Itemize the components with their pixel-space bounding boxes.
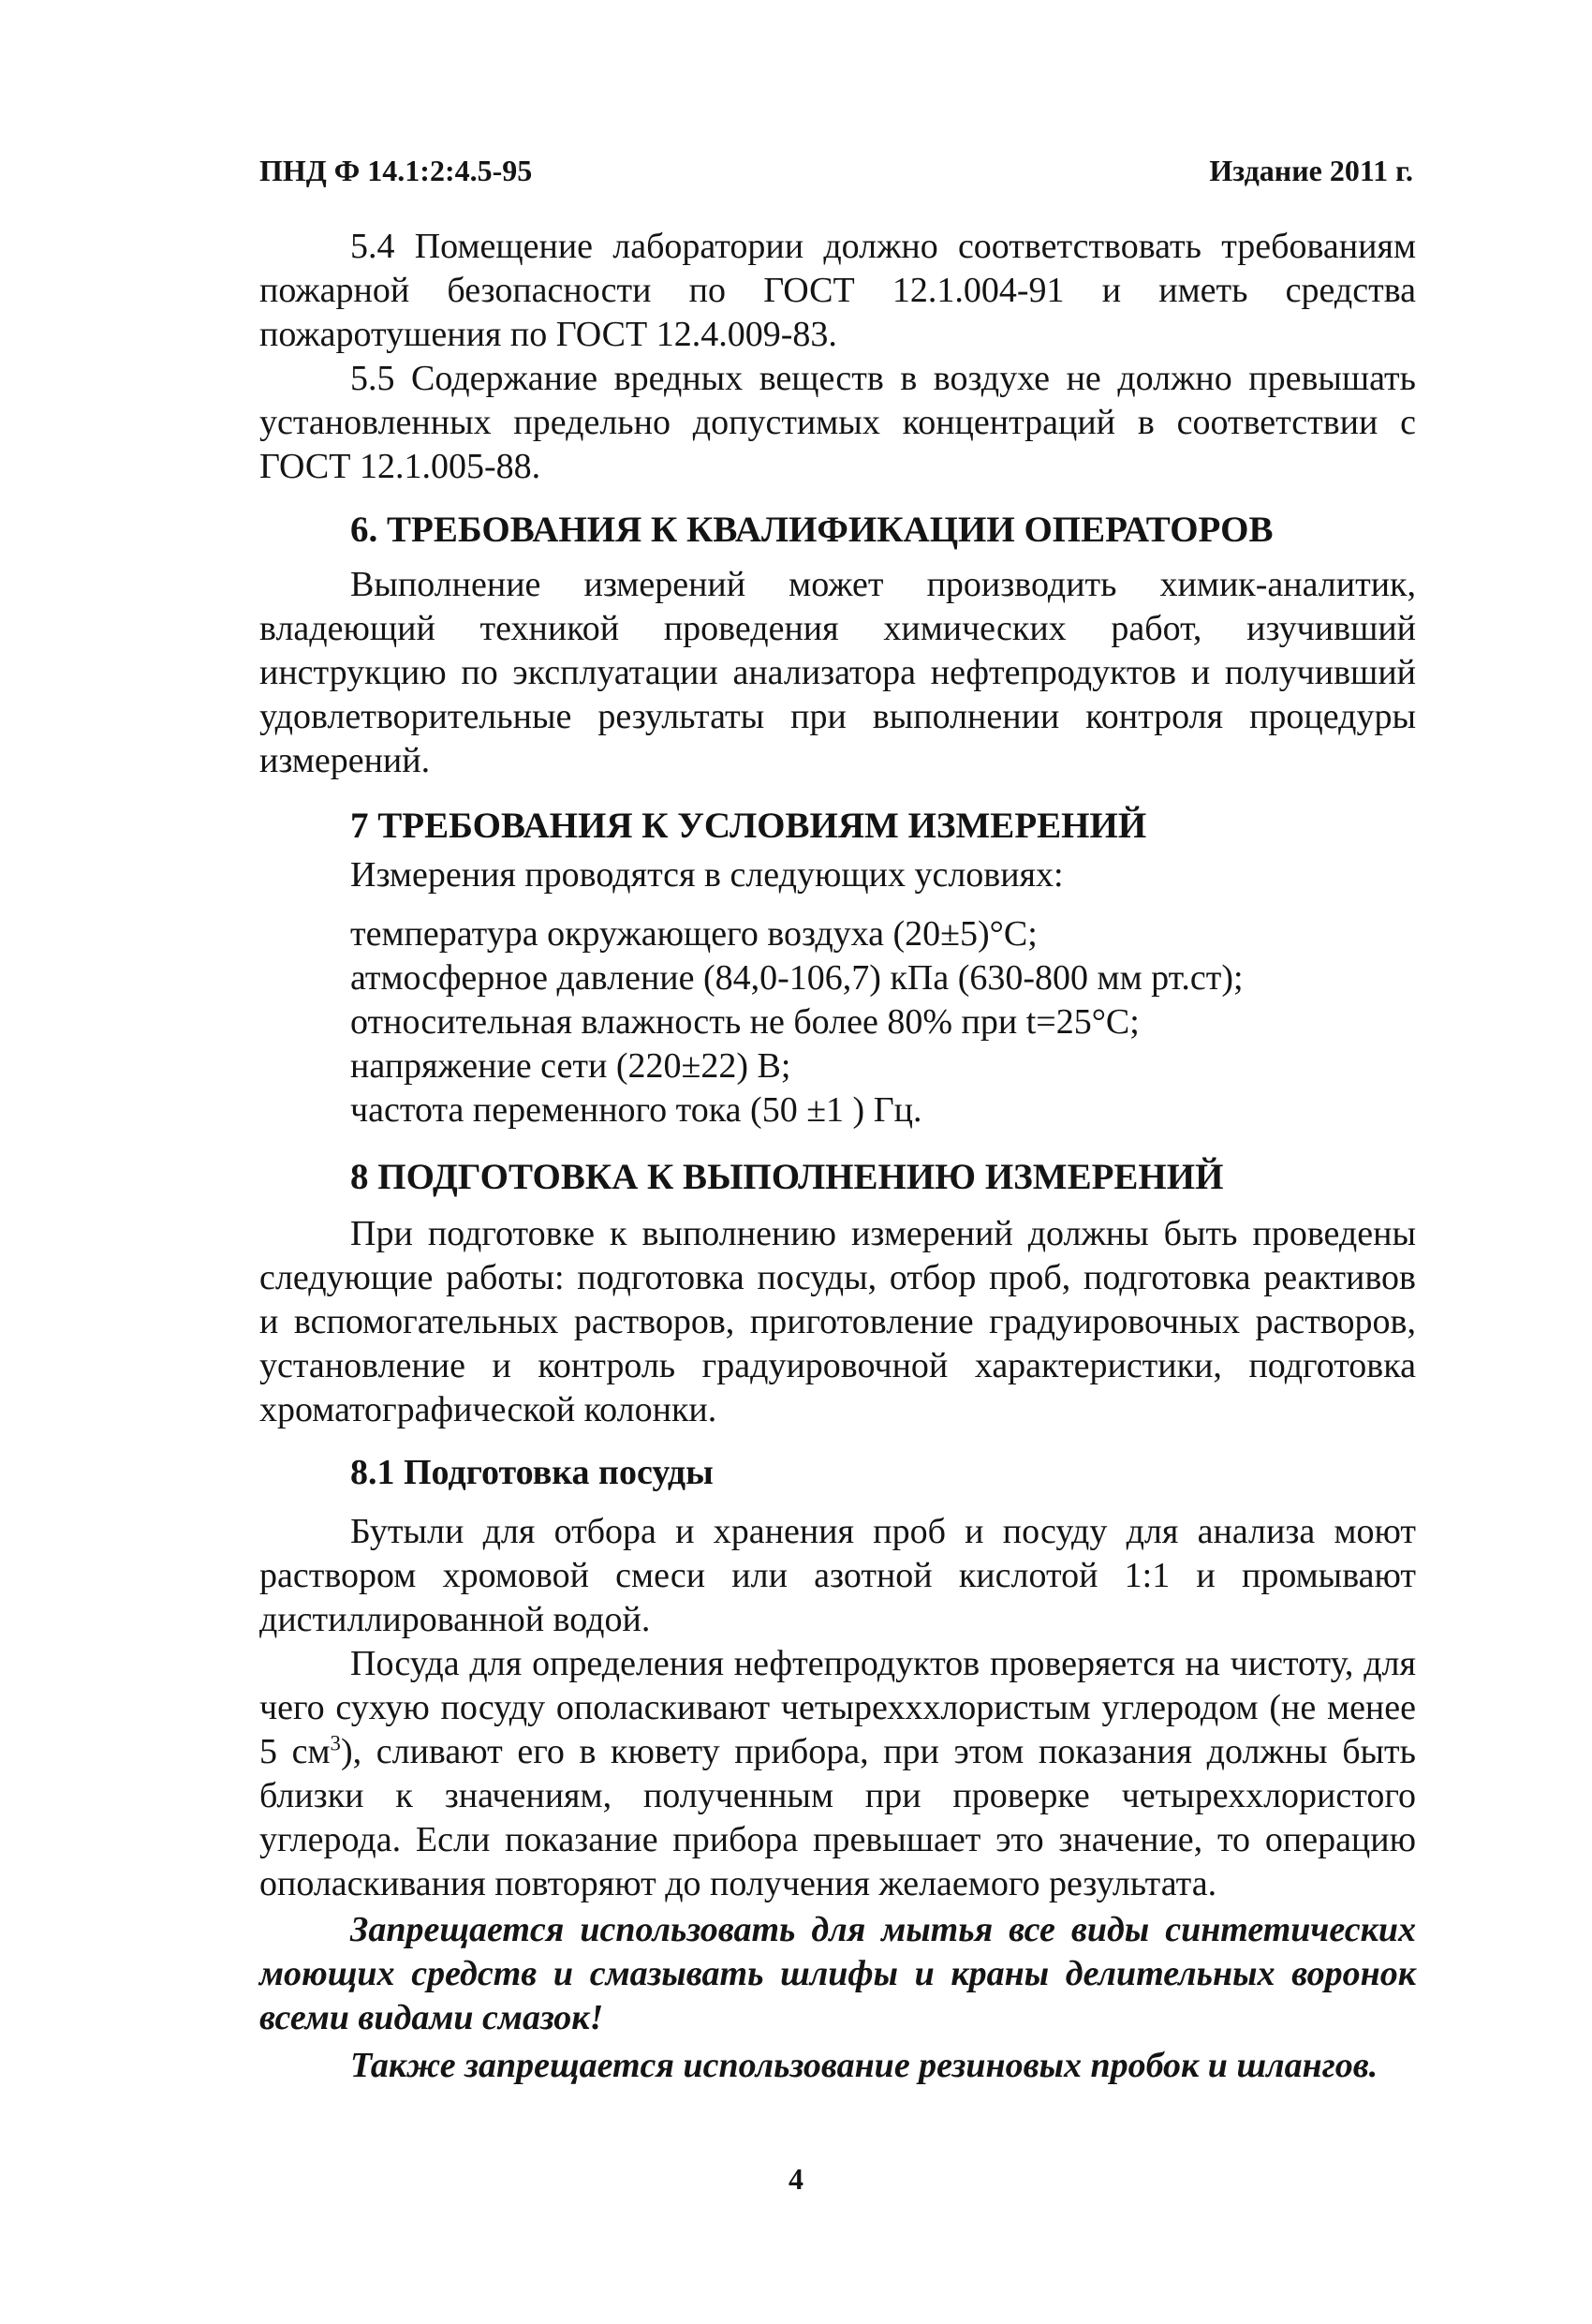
- edition-label: Издание 2011 г.: [1209, 154, 1413, 187]
- page-number: 4: [789, 2162, 803, 2196]
- condition-frequency: частота переменного тока (50 ±1 ) Гц.: [350, 1090, 922, 1130]
- paragraph-2-part-b: ), сливают его в кювету прибора, при этом показания должны быть близки к значениям, полученным при проверке четыреххлористого углерода. Если показание прибора превышает это значение, то операцию ополаскивания повторяют до получения желаемого результата.: [259, 1732, 1416, 1903]
- paragraph-2-part-a: Посуда для определения нефтепродуктов проверяется на чистоту, для чего сухую посуду ополаскивают четырехххлористым углеродом (не менее 5 см: [259, 1644, 1416, 1771]
- section-6-text: Выполнение измерений может производить химик-аналитик, владеющий техникой проведения химических работ, изучивший инструкцию по эксплуатации анализатора нефтепродуктов и получивший удовлетворительные результаты при выполнении контроля процедуры измерений.: [259, 565, 1416, 780]
- subsection-8-1-paragraph-2: [259, 1642, 1416, 1906]
- cubic-superscript: 3: [330, 1731, 341, 1755]
- document-code: ПНД Ф 14.1:2:4.5-95: [259, 154, 533, 187]
- condition-pressure: атмосферное давление (84,0-106,7) кПа (630-800 мм рт.ст);: [350, 958, 1244, 998]
- section-6-title: 6. ТРЕБОВАНИЯ К КВАЛИФИКАЦИИ ОПЕРАТОРОВ: [350, 510, 1274, 550]
- conditions-list: [259, 912, 1416, 1132]
- warning-rubber: Также запрещается использование резиновых пробок и шлангов.: [350, 2046, 1378, 2085]
- condition-voltage: напряжение сети (220±22) В;: [350, 1046, 791, 1086]
- section-8-title: 8 ПОДГОТОВКА К ВЫПОЛНЕНИЮ ИЗМЕРЕНИЙ: [350, 1157, 1224, 1197]
- section-8-text: При подготовке к выполнению измерений должны быть проведены следующие работы: подготовка посуды, отбор проб, подготовка реактивов и вспомогательных растворов, приготовление градуировочных растворов, установление и контроль градуировочной характеристики, подготовка хроматографической колонки.: [259, 1214, 1416, 1429]
- condition-temperature: температура окружающего воздуха (20±5)°С;: [350, 914, 1038, 954]
- section-7-intro: Измерения проводятся в следующих условиях:: [350, 855, 1064, 895]
- condition-humidity: относительная влажность не более 80% при t=25°С;: [350, 1002, 1140, 1042]
- subsection-8-1-paragraph-1: Бутыли для отбора и хранения проб и посуду для анализа моют раствором хромовой смеси или азотной кислотой 1:1 и промывают дистиллированной водой.: [259, 1512, 1416, 1639]
- subsection-8-1-title: 8.1 Подготовка посуды: [350, 1453, 714, 1492]
- paragraph-5-5: 5.5 Содержание вредных веществ в воздухе не должно превышать установленных предельно допустимых концентраций в соответствии с ГОСТ 12.1.005-88.: [259, 359, 1416, 486]
- paragraph-5-4: 5.4 Помещение лаборатории должно соответствовать требованиям пожарной безопасности по ГОСТ 12.1.004-91 и иметь средства пожаротушения по ГОСТ 12.4.009-83.: [259, 227, 1416, 354]
- document-body: [259, 225, 1416, 2088]
- warning-detergents: Запрещается использовать для мытья все виды синтетических моющих средств и смазывать шлифы и краны делительных воронок всеми видами смазок!: [259, 1910, 1416, 2037]
- section-7-title: 7 ТРЕБОВАНИЯ К УСЛОВИЯМ ИЗМЕРЕНИЙ: [350, 806, 1147, 846]
